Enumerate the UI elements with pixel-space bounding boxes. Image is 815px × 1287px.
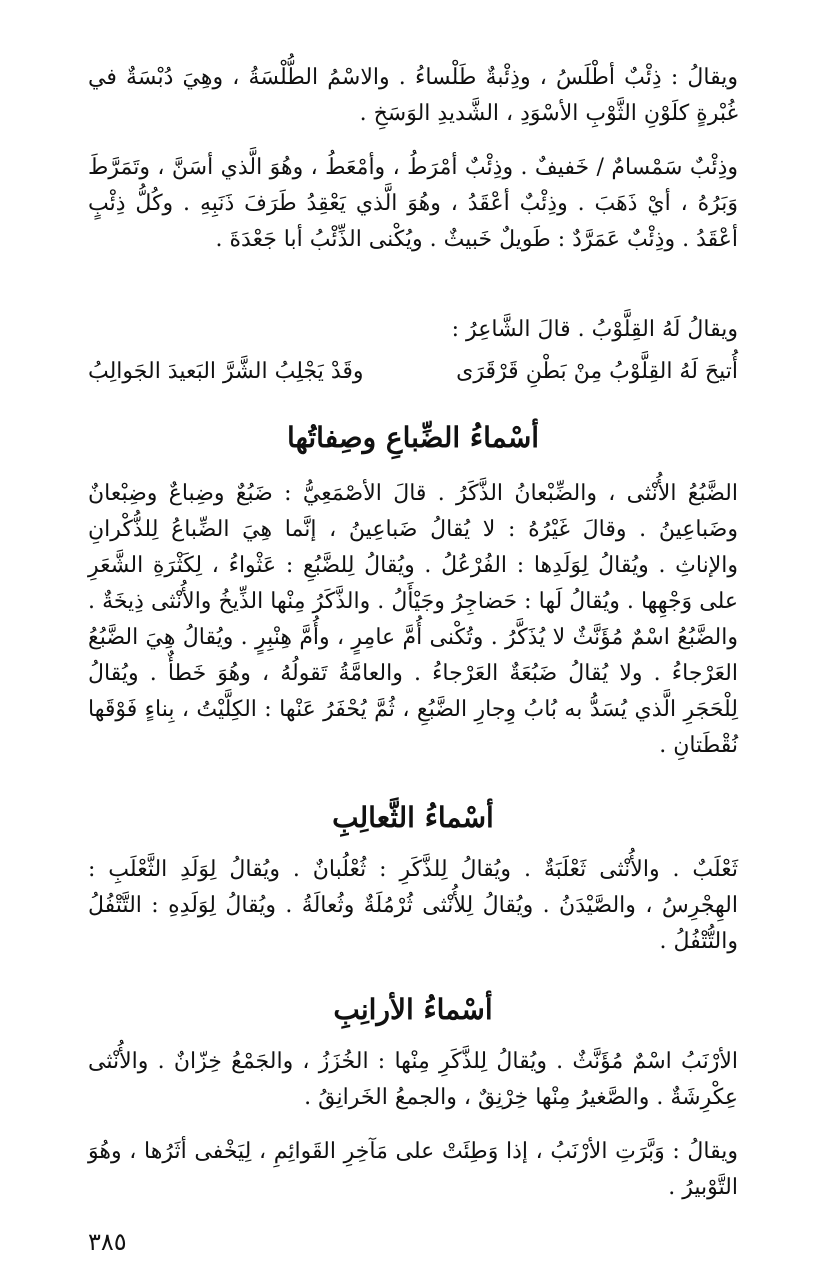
- wolf-paragraph-1: ويقالُ : ذِئْبٌ أطْلَسُ ، وذِئْبةٌ طَلْساءُ . والاسْمُ الطُّلْسَةُ ، وهِيَ دُبْسَةٌ في غُبْرةٍ كلَوْنِ الثَّوْبِ الأسْوَدِ ، الشَّديدِ الوَسَخِ .: [88, 65, 738, 126]
- hares-paragraph-2: ويقالُ : وَبَّرَتِ الأرْنَبُ ، إذا وَطِئَتْ على مَآخِرِ القَوائِمِ ، لِيَخْفى أثَرُها ، وهُوَ التَّوْبيرُ .: [88, 1139, 738, 1200]
- hyenas-paragraph: الضَّبُعُ الأُنْثى ، والضِّبْعانُ الذَّكَرُ . قالَ الأصْمَعِيُّ : ضَبُعٌ وضِباعٌ وضِبْعانٌ وضَباعِينُ . وقالَ غَيْرُهُ : لا يُقالُ ضَباعِينُ ، إنَّما هِيَ الضِّباعُ لِلذُّكْرانِ والإناثِ . ويُقالُ لِوَلَدِها : الفُرْعُلُ . ويُقالُ لِلضَّبُعِ : عَثْواءُ ، لِكَثْرَةِ الشَّعَرِ على وَجْهِها . ويُقالُ لَها : حَضاجِرُ وجَيْأَلُ . والذَّكَرُ مِنْها الذِّيخُ والأُنْثى ذِيخَةٌ . والضَّبُعُ اسْمٌ مُؤَنَّثٌ لا يُذَكَّرُ . وتُكْنى أُمَّ عامِرٍ ، وأُمَّ هِنْبِرٍ . ويُقالُ هِيَ الضَّبُعُ العَرْجاءُ . ولا يُقالُ ضَبُعَةٌ العَرْجاءُ . والعامَّةُ تَقولُهُ ، وهُوَ خَطأٌ . ويُقالُ لِلْحَجَرِ الَّذي يُسَدُّ به بُابُ وِجارِ الضَّبُعِ ، ثُمَّ يُحْفَرُ عَنْها : الكِلَّيْتُ ، بِناءٍ فَوْقَها نُقْطَتانِ .: [88, 481, 738, 758]
- wolf-paragraph-2: وذِئْبٌ سَمْسامٌ / خَفيفٌ . وذِئْبٌ أمْرَطُ ، وأمْعَطُ ، وهُوَ الَّذي أسَنَّ ، وتَمَرَّطَ وَبَرُهُ ، أيْ ذَهَبَ . وذِئْبٌ أعْقَدُ ، وهُوَ الَّذي يَعْقِدُ طَرَفَ ذَنَبِهِ . وكُلُّ ذِئْبٍ أعْقَدُ . وذِئْبٌ عَمَرَّدٌ : طَويلٌ خَبيثٌ . ويُكْنى الذِّئْبُ أبا جَعْدَةَ .: [88, 155, 738, 252]
- verse-second-hemistich: وقَدْ يَجْلِبُ الشَّرَّ البَعيدَ الجَوالِبُ: [88, 359, 364, 384]
- poem-verse: [88, 354, 738, 390]
- wolf-paragraph-3: ويقالُ لَهُ القِلَّوْبُ . قالَ الشَّاعِرُ :: [451, 317, 738, 342]
- foxes-paragraph: ثَعْلَبٌ . والأُنْثى ثَعْلَبَةٌ . ويُقالُ لِلذَّكَرِ : ثُعْلُبانٌ . ويُقالُ لِوَلَدِ الثَّعْلَبِ : الهِجْرِسُ ، والصَّيْدَنُ . ويُقالُ لِلأُنْثى ثُرْمُلَةٌ وثُعالَةُ . ويُقالُ لِوَلَدِهِ : التَّتْفُلُ والتُّتْفُلُ .: [88, 857, 738, 954]
- hares-paragraph-1: الأرْنَبُ اسْمٌ مُؤَنَّثٌ . ويُقالُ لِلذَّكَرِ مِنْها : الخُزَزُ ، والجَمْعُ خِزّانٌ . والأُنْثى عِكْرِشَةٌ . والصَّغيرُ مِنْها خِرْنِقٌ ، والجمعُ الخَرانِقُ .: [88, 1049, 738, 1110]
- heading-hares: أسْماءُ الأرانِبِ: [333, 993, 493, 1026]
- heading-hyenas: أسْماءُ الضِّباعِ وصِفاتُها: [286, 421, 540, 454]
- page-number: ٣٨٥: [88, 1228, 127, 1256]
- heading-foxes: أسْماءُ الثَّعالِبِ: [332, 801, 494, 834]
- verse-first-hemistich: أُتيحَ لَهُ القِلَّوْبُ مِنْ بَطْنِ قَرْقَرَى: [456, 359, 738, 384]
